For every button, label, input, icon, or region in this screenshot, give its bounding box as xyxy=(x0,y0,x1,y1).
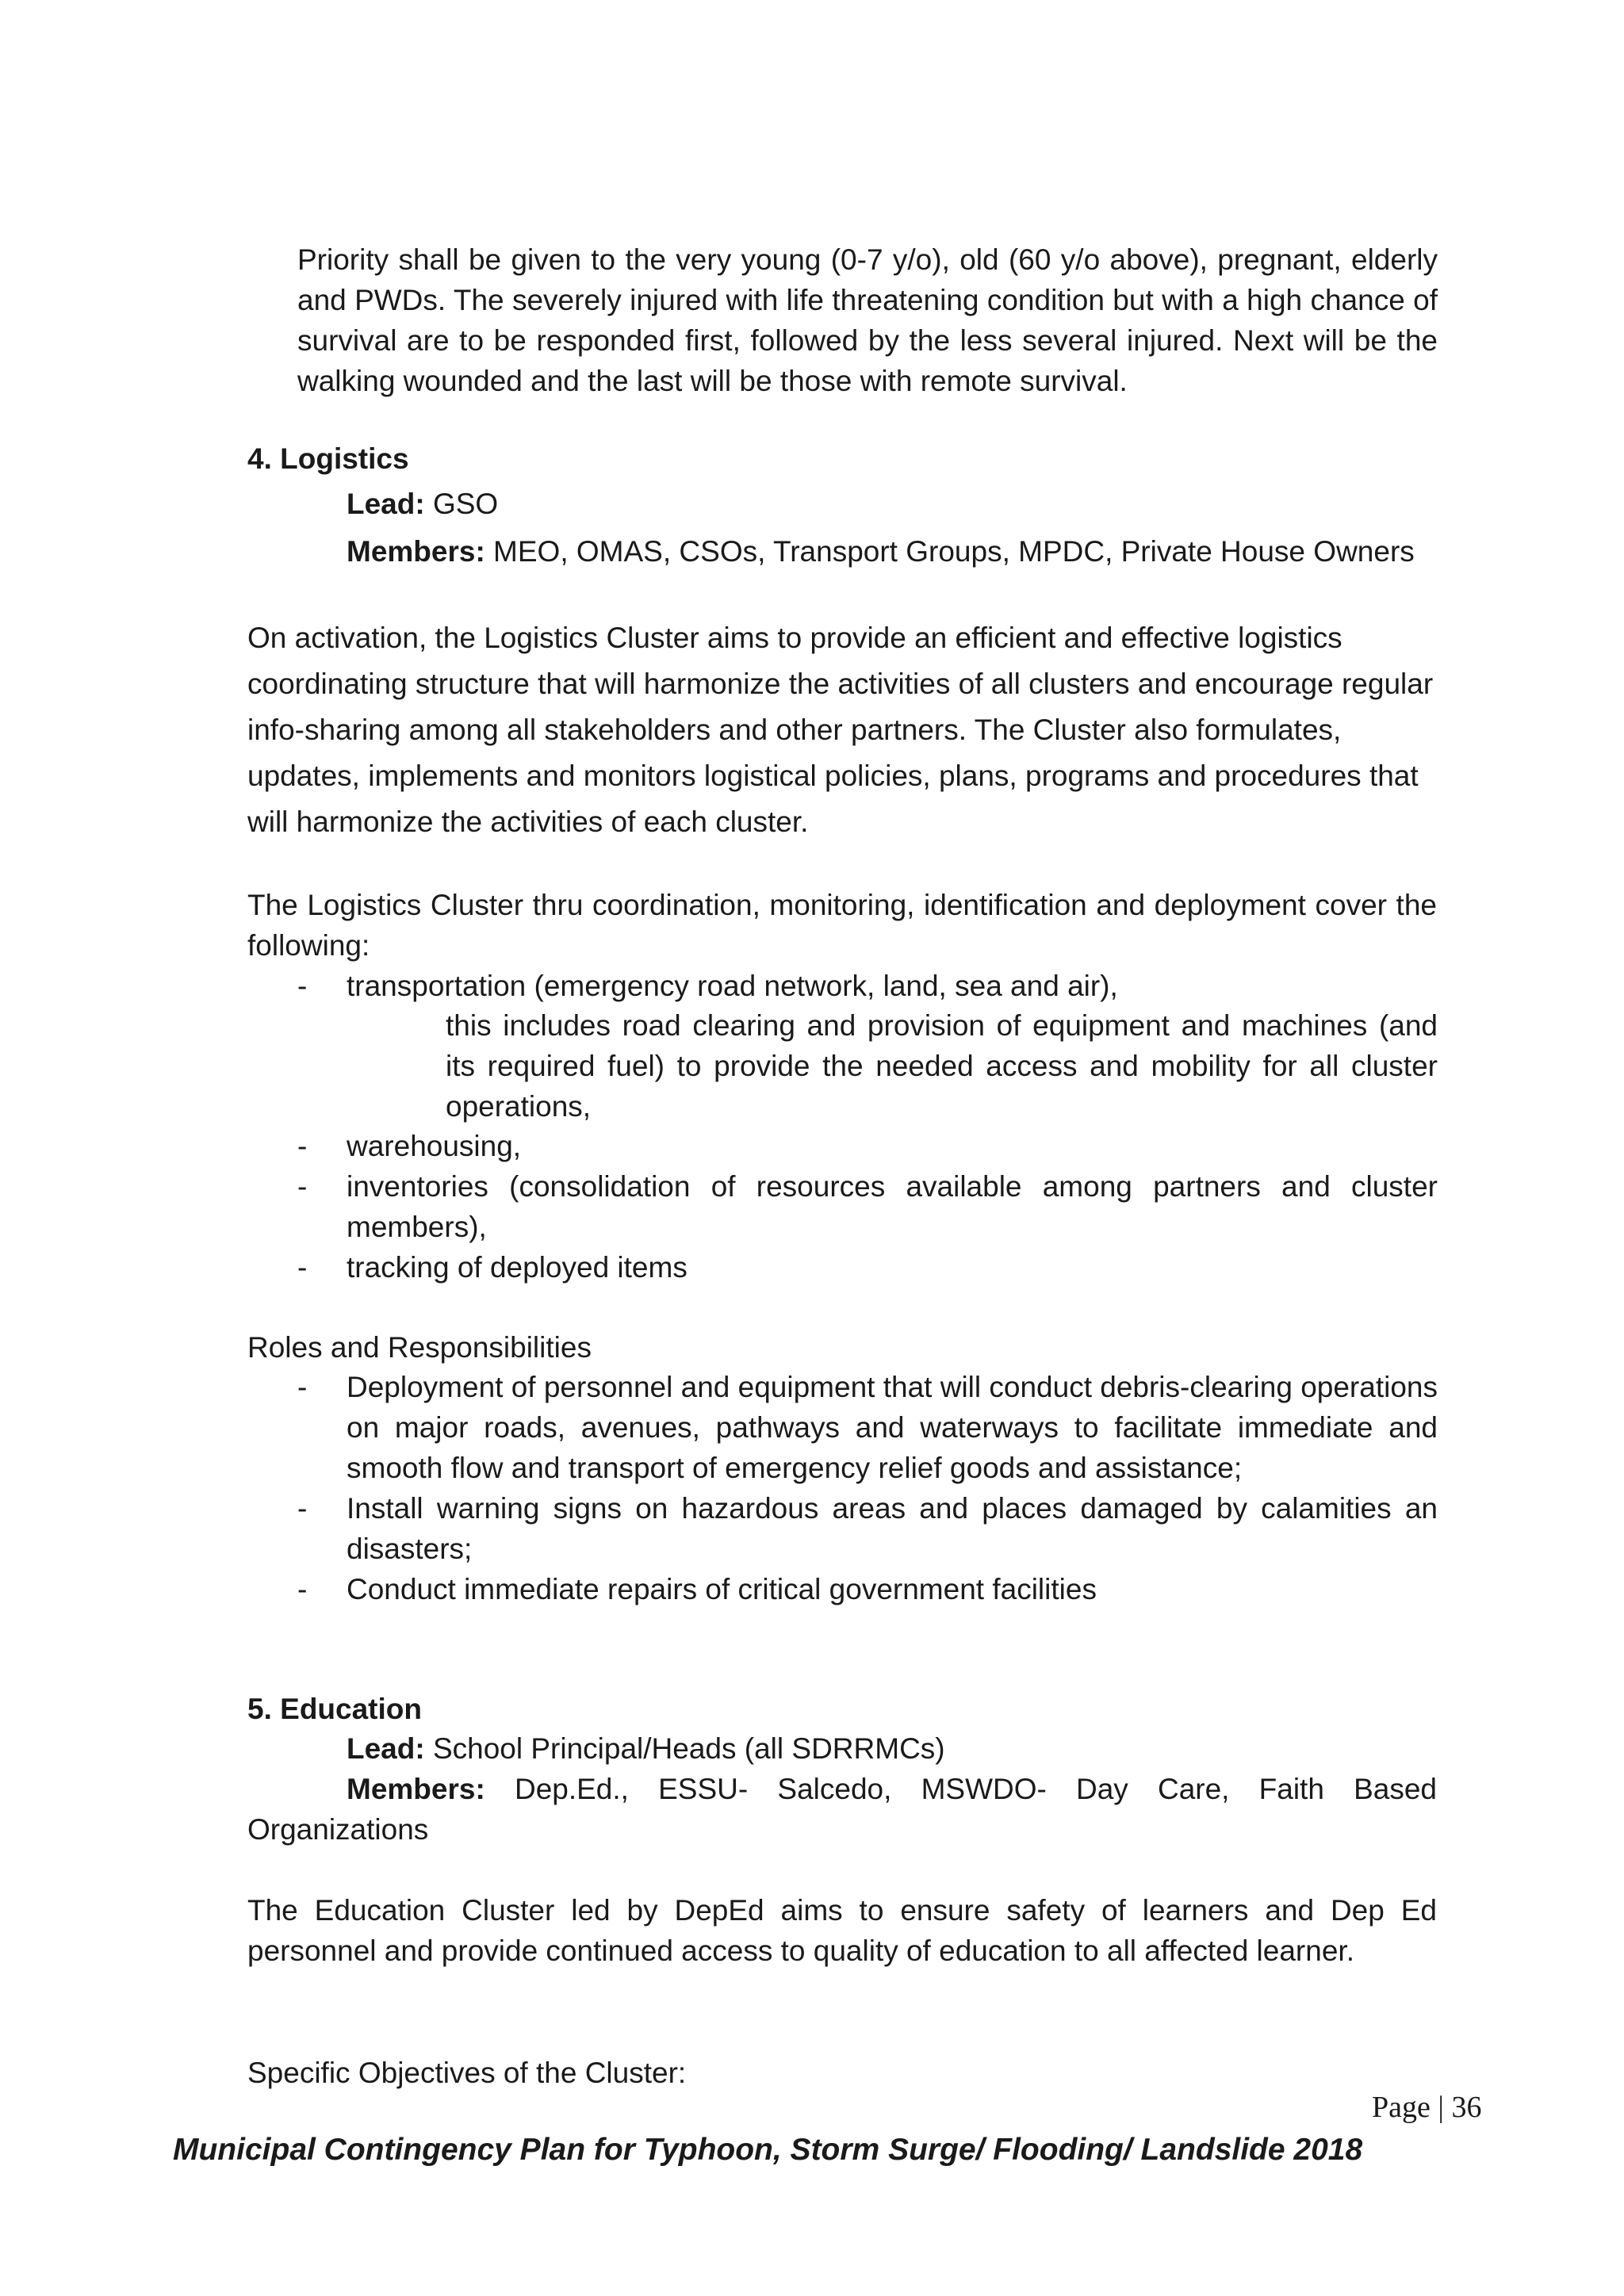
logistics-coverage-list-continued xyxy=(297,1126,1438,1288)
members-value: Dep.Ed., ESSU- Salcedo, MSWDO- Day Care, Faith Based Organizations xyxy=(247,1773,1437,1846)
lead-value: School Principal/Heads (all SDRRMCs) xyxy=(424,1732,945,1765)
lead-value: GSO xyxy=(424,488,499,520)
education-lead xyxy=(347,1728,945,1769)
education-paragraph: The Education Cluster led by DepEd aims to ensure safety of learners and Dep Ed personnel and provide continued access to quality of education to all affected learner. xyxy=(247,1894,1437,1967)
logistics-heading: 4. Logistics xyxy=(247,442,409,475)
members-label: Members: xyxy=(347,535,485,568)
logistics-activation-paragraph: On activation, the Logistics Cluster aims to provide an efficient and effective logistics coordinating structure that will harmonize the activities of all clusters and encourage regular info-sharing among all stakeholders and other partners. The Cluster also formulates, updates, implements and monitors logistical policies, plans, programs and procedures that will harmonize the activities of each cluster. xyxy=(247,622,1434,838)
priority-paragraph: Priority shall be given to the very young (0-7 y/o), old (60 y/o above), pregnant, elderly and PWDs. The severely injured with life threatening condition but with a high chance of survival are to be responded first, followed by the less several injured. Next will be the walking wounded and the last will be those with remote survival. xyxy=(297,243,1438,397)
logistics-members xyxy=(347,531,1415,572)
logistics-coverage-sub-item: this includes road clearing and provision of equipment and machines (and its required fuel) to provide the needed access and mobility for all cluster operations, xyxy=(446,1009,1438,1123)
list-dash: - xyxy=(297,1130,308,1162)
members-value: MEO, OMAS, CSOs, Transport Groups, MPDC, Private House Owners xyxy=(485,535,1415,568)
logistics-coverage-intro: The Logistics Cluster thru coordination, monitoring, identification and deployment cover the following: xyxy=(247,889,1437,962)
list-item xyxy=(297,1488,1438,1569)
list-dash: - xyxy=(297,1573,308,1605)
list-item xyxy=(297,966,1438,1006)
list-item xyxy=(297,1367,1438,1488)
education-heading: 5. Education xyxy=(247,1693,422,1725)
list-item-text: Deployment of personnel and equipment that will conduct debris-clearing operations on major roads, avenues, pathways and waterways to facilitate immediate and smooth flow and transport of emergency relief goods and assistance; xyxy=(347,1371,1438,1484)
list-dash: - xyxy=(297,1251,308,1284)
list-dash: - xyxy=(297,1371,308,1403)
list-item xyxy=(297,1247,1438,1288)
logistics-coverage-list xyxy=(297,966,1438,1006)
education-members xyxy=(247,1769,1437,1850)
list-item-text: warehousing, xyxy=(347,1130,522,1162)
list-dash: - xyxy=(297,1170,308,1203)
footer-title: Municipal Contingency Plan for Typhoon, Storm Surge/ Flooding/ Landslide 2018 xyxy=(173,2133,1363,2167)
list-item xyxy=(297,1569,1438,1609)
list-item-text: tracking of deployed items xyxy=(347,1251,688,1284)
page-number: Page | 36 xyxy=(1372,2091,1482,2124)
list-item-text: Conduct immediate repairs of critical government facilities xyxy=(347,1573,1097,1605)
logistics-lead xyxy=(347,484,498,524)
list-dash: - xyxy=(297,1492,308,1525)
list-item-text: Install warning signs on hazardous areas and places damaged by calamities an disasters; xyxy=(347,1492,1438,1565)
roles-list xyxy=(297,1367,1438,1609)
members-label: Members: xyxy=(347,1773,485,1805)
list-item-text: inventories (consolidation of resources available among partners and cluster members), xyxy=(347,1170,1438,1243)
roles-heading: Roles and Responsibilities xyxy=(247,1331,592,1364)
list-item xyxy=(297,1166,1438,1247)
list-dash: - xyxy=(297,970,308,1002)
list-item xyxy=(297,1126,1438,1166)
list-item-text: transportation (emergency road network, land, sea and air), xyxy=(347,970,1118,1002)
lead-label: Lead: xyxy=(347,1732,425,1765)
lead-label: Lead: xyxy=(347,488,425,520)
education-objectives-heading: Specific Objectives of the Cluster: xyxy=(247,2057,687,2089)
